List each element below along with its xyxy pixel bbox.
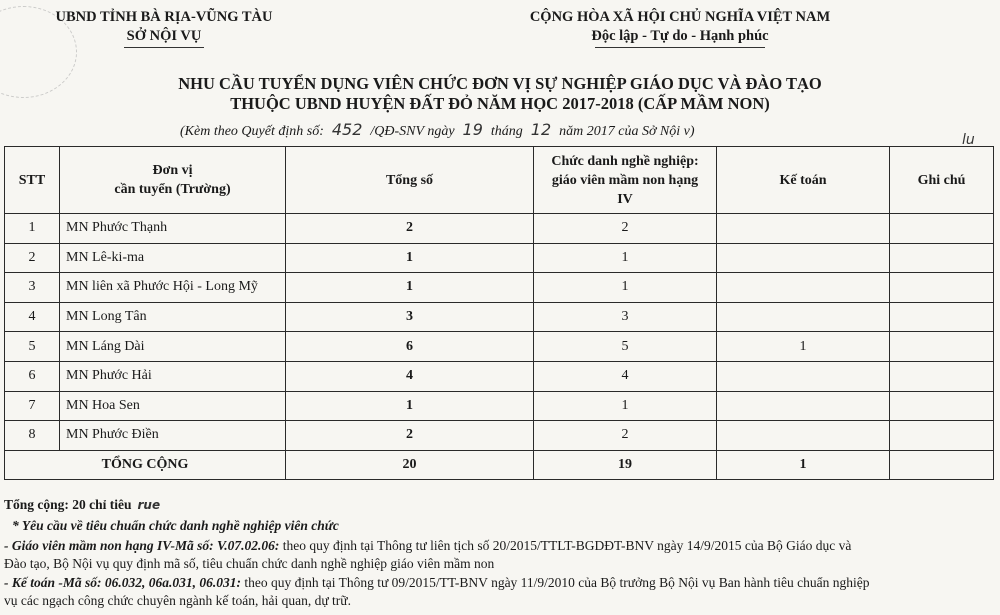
- handwritten-initial-mark: lu: [962, 132, 975, 148]
- header-unit-line-2: cần tuyển (Trường): [114, 182, 231, 197]
- cell-teacher: 1: [534, 273, 717, 303]
- cell-total: 4: [286, 361, 534, 391]
- header-position-line-2: giáo viên mầm non hạng: [551, 172, 699, 188]
- cell-accountant: [717, 243, 890, 273]
- accountant-requirement-line-2: vụ các ngạch công chức chuyên ngành kế toán, hải quan, dự trữ.: [4, 593, 351, 608]
- table-row: [5, 273, 994, 303]
- footer-heading: * Yêu cầu về tiêu chuẩn chức danh nghề nghiệp viên chức: [12, 518, 339, 533]
- cell-accountant: [717, 302, 890, 332]
- cell-teacher: 3: [534, 302, 717, 332]
- document-title-line-1: NHU CẦU TUYỂN DỤNG VIÊN CHỨC ĐƠN VỊ SỰ NGHIỆP GIÁO DỤC VÀ ĐÀO TẠO: [178, 74, 822, 93]
- header-position-line-1: Chức danh nghề nghiệp:: [551, 153, 699, 169]
- cell-accountant: 1: [717, 332, 890, 362]
- summary-text: Tổng cộng: 20 chỉ tiêu: [4, 497, 132, 512]
- cell-stt: 2: [5, 243, 60, 273]
- accountant-requirement-label: - Kế toán -Mã số: 06.032, 06a.031, 06.031:: [4, 575, 241, 590]
- grand-total-teacher: 19: [534, 450, 717, 480]
- table-row: [5, 214, 994, 244]
- table-row: [5, 332, 994, 362]
- cell-unit: MN liên xã Phước Hội - Long Mỹ: [60, 273, 286, 303]
- cell-unit: MN Hoa Sen: [60, 391, 286, 421]
- cell-stt: 5: [5, 332, 60, 362]
- cell-total: 1: [286, 243, 534, 273]
- cell-accountant: [717, 421, 890, 451]
- issuing-agency-header: [14, 8, 314, 48]
- national-motto-header: [470, 8, 890, 48]
- grand-total-label: TỔNG CỘNG: [5, 450, 286, 480]
- cell-teacher: 2: [534, 214, 717, 244]
- decision-suffix: năm 2017 của Sở Nội v): [559, 124, 695, 139]
- decision-number-handwritten: 452: [331, 120, 363, 139]
- cell-teacher: 2: [534, 421, 717, 451]
- teacher-requirement-text: theo quy định tại Thông tư liên tịch số 20/2015/TTLT-BGDĐT-BNV ngày 14/9/2015 của Bộ Giáo dục và: [279, 538, 852, 553]
- header-position: [534, 147, 717, 214]
- cell-stt: 3: [5, 273, 60, 303]
- footer-summary: [4, 497, 160, 513]
- cell-total: 3: [286, 302, 534, 332]
- header-unit: [60, 147, 286, 214]
- cell-teacher: 1: [534, 391, 717, 421]
- grand-total-accountant: 1: [717, 450, 890, 480]
- accountant-requirement-line-1: [4, 575, 869, 591]
- agency-line-2: SỞ NỘI VỤ: [126, 28, 202, 44]
- cell-total: 2: [286, 214, 534, 244]
- cell-stt: 4: [5, 302, 60, 332]
- grand-total-note: [890, 450, 994, 480]
- cell-total: 1: [286, 391, 534, 421]
- motto-underline: [595, 47, 765, 48]
- cell-unit: MN Láng Dài: [60, 332, 286, 362]
- decision-part-3: tháng: [490, 124, 523, 139]
- cell-note: [890, 361, 994, 391]
- handwritten-initial-mark: rue: [137, 498, 161, 512]
- header-accountant: Kế toán: [717, 147, 890, 214]
- decision-reference: [180, 120, 695, 140]
- cell-teacher: 1: [534, 243, 717, 273]
- table-row: [5, 302, 994, 332]
- accountant-requirement-text: theo quy định tại Thông tư 09/2015/TT-BNV ngày 11/9/2010 của Bộ trưởng Bộ Nội vụ Ban hành tiêu chuẩn nghiệp: [241, 575, 870, 590]
- document-title-line-2: THUỘC UBND HUYỆN ĐẤT ĐỎ NĂM HỌC 2017-2018 (CẤP MẦM NON): [230, 94, 770, 113]
- table-header-row: [5, 147, 994, 214]
- header-total: Tổng số: [286, 147, 534, 214]
- cell-note: [890, 421, 994, 451]
- recruitment-table: [4, 146, 994, 480]
- cell-unit: MN Phước Thạnh: [60, 214, 286, 244]
- header-unit-line-1: Đơn vị: [152, 163, 193, 178]
- agency-line-1: UBND TỈNH BÀ RỊA-VŨNG TÀU: [55, 9, 273, 25]
- decision-part-2: /QĐ-SNV ngày: [370, 124, 455, 139]
- cell-note: [890, 302, 994, 332]
- cell-stt: 7: [5, 391, 60, 421]
- cell-note: [890, 273, 994, 303]
- teacher-requirement-label: - Giáo viên mầm non hạng IV-Mã số: V.07.02.06:: [4, 538, 280, 553]
- cell-stt: 1: [5, 214, 60, 244]
- cell-accountant: [717, 361, 890, 391]
- cell-note: [890, 391, 994, 421]
- cell-unit: MN Lê-ki-ma: [60, 243, 286, 273]
- cell-note: [890, 332, 994, 362]
- decision-prefix: (Kèm theo Quyết định số:: [180, 124, 324, 139]
- grand-total-total: 20: [286, 450, 534, 480]
- header-stt: STT: [5, 147, 60, 214]
- cell-teacher: 4: [534, 361, 717, 391]
- cell-teacher: 5: [534, 332, 717, 362]
- cell-accountant: [717, 273, 890, 303]
- nation-line-2: Độc lập - Tự do - Hạnh phúc: [591, 28, 769, 44]
- cell-unit: MN Phước Điền: [60, 421, 286, 451]
- decision-day-handwritten: 19: [462, 120, 483, 139]
- cell-total: 1: [286, 273, 534, 303]
- teacher-requirement-line-1: [4, 538, 851, 554]
- cell-unit: MN Phước Hải: [60, 361, 286, 391]
- table-row: [5, 361, 994, 391]
- cell-note: [890, 243, 994, 273]
- cell-total: 6: [286, 332, 534, 362]
- teacher-requirement-line-2: Đào tạo, Bộ Nội vụ quy định mã số, tiêu chuẩn chức danh nghề nghiệp giáo viên mầm non: [4, 556, 495, 571]
- header-note: Ghi chú: [890, 147, 994, 214]
- header-position-line-3: IV: [617, 191, 633, 207]
- nation-line-1: CỘNG HÒA XÃ HỘI CHỦ NGHĨA VIỆT NAM: [529, 9, 831, 25]
- cell-stt: 6: [5, 361, 60, 391]
- table-row: [5, 391, 994, 421]
- agency-underline: [124, 47, 204, 48]
- decision-month-handwritten: 12: [530, 120, 552, 139]
- cell-accountant: [717, 391, 890, 421]
- cell-stt: 8: [5, 421, 60, 451]
- table-row: [5, 421, 994, 451]
- cell-unit: MN Long Tân: [60, 302, 286, 332]
- cell-accountant: [717, 214, 890, 244]
- table-row: [5, 243, 994, 273]
- cell-total: 2: [286, 421, 534, 451]
- grand-total-row: [5, 450, 994, 480]
- cell-note: [890, 214, 994, 244]
